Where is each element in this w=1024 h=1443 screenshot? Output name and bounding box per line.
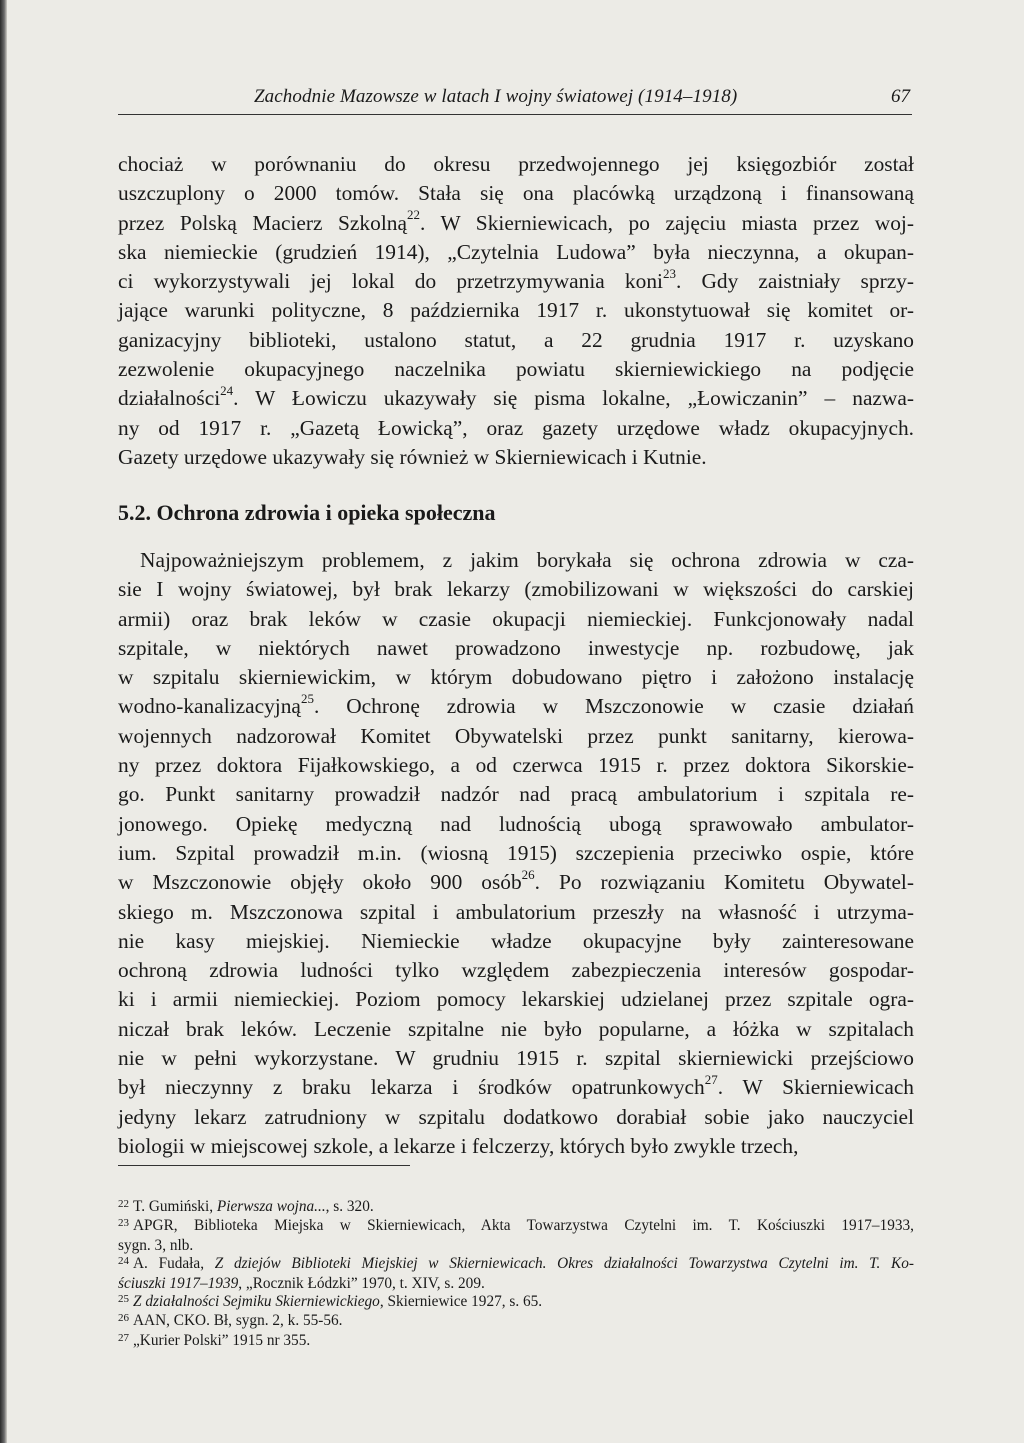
footnote-number: 22 — [118, 1198, 129, 1210]
text-line: skiego m. Mszczonowa szpital i ambulatorium przeszły na własność i utrzyma- — [118, 899, 914, 924]
text-line: niczał brak leków. Leczenie szpitalne nie było popularne, a łóżka w szpitalach — [118, 1016, 914, 1041]
paragraph-health — [118, 546, 914, 1161]
text-line: ganizacyjny biblioteki, ustalono statut, a 22 grudnia 1917 r. uzyskano — [118, 327, 914, 352]
footnote-number: 27 — [118, 1331, 129, 1344]
text-line: ny przez doktora Fijałkowskiego, a od czerwca 1915 r. przez doktora Sikorskie- — [118, 753, 914, 778]
footnote-25: $^{25}$ Z działalności Sejmiku Skierniewickiego, Skierniewice 1927, s. 65. — [118, 1293, 543, 1311]
text-line: ochroną zdrowia ludności tylko względem zabezpieczenia interesów gospodar- — [118, 958, 914, 983]
footnote-24: $^{24}$ A. Fudała, Z dziejów Biblioteki Miejskiej w Skierniewicach. Okres działalności Towarzystwa Czytelni im. T. Ko- ściuszki 1917–1939, „Rocznik Łódzki” 1970, t. XIV, s. 209. — [118, 1255, 914, 1292]
text-line: Najpoważniejszym problemem, z jakim borykała się ochrona zdrowia w cza- — [140, 548, 914, 572]
text-line: jające warunki polityczne, 8 października 1917 r. ukonstytuował się komitet or- — [118, 298, 914, 323]
section-heading: 5.2. Ochrona zdrowia i opieka społeczna — [118, 500, 496, 525]
footnote-number: 23 — [118, 1217, 129, 1230]
page-number: 67 — [891, 86, 910, 107]
text-line: nie kasy miejskiej. Niemieckie władze okupacyjne były zainteresowane — [118, 928, 914, 953]
text-line: ium. Szpital prowadził m.in. (wiosną 1915) szczepienia przeciwko ospie, które — [118, 840, 914, 865]
running-header — [118, 84, 912, 115]
text-line: ci wykorzystywali jej lokal do przetrzymywania koni$^{23}$. Gdy zaistniały sprzy- — [118, 266, 915, 294]
footnote-number: 24 — [118, 1255, 129, 1268]
footnote-ref[interactable]: 23 — [662, 266, 676, 282]
page-edge-shadow — [0, 0, 7, 1443]
footnote-26: $^{26}$ AAN, CKO. Bł, sygn. 2, k. 55-56. — [118, 1312, 343, 1330]
text-line: uszczuplony o 2000 tomów. Stała się ona placówką urządzoną i finansowaną — [118, 181, 914, 206]
text-line: jonowego. Opiekę medyczną nad ludnością ubogą sprawowało ambulator- — [118, 811, 914, 836]
running-title: Zachodnie Mazowsze w latach I wojny światowej (1914–1918) — [254, 86, 738, 107]
footnotes — [118, 1198, 914, 1351]
footnote-ref[interactable]: 26 — [521, 867, 535, 883]
text-line: działalności$^{24}$. W Łowiczu ukazywały się pisma lokalne, „Łowiczanin” – nazwa- — [118, 383, 914, 411]
footnote-22: $^{22}$ T. Gumiński, Pierwsza wojna..., s. 320. — [118, 1198, 374, 1215]
text-line: nie w pełni wykorzystane. W grudniu 1915 r. szpital skierniewicki przejściowo — [118, 1046, 914, 1071]
text-line: ny od 1917 r. „Gazetą Łowicką”, oraz gazety urzędowe władz okupacyjnych. — [118, 415, 914, 440]
text-line: ska niemieckie (grudzień 1914), „Czytelnia Ludowa” była nieczynna, a okupan- — [118, 239, 914, 264]
footnote-number: 26 — [118, 1312, 129, 1325]
text-line: szpitale, w niektórych nawet prowadzono inwestycje np. rozbudowę, jak — [118, 635, 914, 660]
footnote-separator — [118, 1165, 410, 1166]
footnote-number: 25 — [118, 1293, 129, 1306]
footnote-23: $^{23}$ APGR, Biblioteka Miejska w Skierniewicach, Akta Towarzystwa Czytelni im. T. Kościuszki 1917–1933, sygn. 3, nlb. — [118, 1217, 914, 1254]
text-line: wodno-kanalizacyjną$^{25}$. Ochronę zdrowia w Mszczonowie w czasie działań — [118, 691, 914, 719]
footnote-ref[interactable]: 25 — [300, 691, 314, 707]
text-line: w Mszczonowie objęły około 900 osób$^{26}$. Po rozwiązaniu Komitetu Obywatel- — [118, 867, 915, 895]
text-line: sie I wojny światowej, był brak lekarzy (zmobilizowani w większości do carskiej — [118, 577, 914, 602]
text-line: Gazety urzędowe ukazywały się również w Skierniewicach i Kutnie. — [118, 444, 707, 469]
text-line: armii) oraz brak leków w czasie okupacji niemieckiej. Funkcjonowały nadal — [118, 606, 914, 631]
text-line: jedyny lekarz zatrudniony w szpitalu dodatkowo dorabiał sobie jako nauczyciel — [118, 1104, 914, 1129]
text-line: go. Punkt sanitarny prowadził nadzór nad pracą ambulatorium i szpitala re- — [118, 782, 914, 807]
text-line: zezwolenie okupacyjnego naczelnika powiatu skierniewickiego na podjęcie — [118, 357, 914, 382]
text-line: w szpitalu skierniewickim, w którym dobudowano piętro i założono instalację — [118, 665, 914, 690]
footnote-ref[interactable]: 27 — [704, 1072, 718, 1088]
text-line: chociaż w porównaniu do okresu przedwojennego jej księgozbiór został — [118, 152, 914, 176]
text-line: był nieczynny z braku lekarza i środków opatrunkowych$^{27}$. W Skierniewicach — [118, 1072, 915, 1100]
footnote-27: $^{27}$ „Kurier Polski” 1915 nr 355. — [118, 1331, 311, 1349]
text-line: wojennych nadzorował Komitet Obywatelski przez punkt sanitarny, kierowa- — [118, 723, 914, 748]
paragraph-library — [118, 150, 914, 472]
text-line: przez Polską Macierz Szkolną$^{22}$. W Skierniewicach, po zajęciu miasta przez woj- — [118, 207, 914, 235]
footnote-ref[interactable]: 22 — [406, 207, 420, 223]
footnote-ref[interactable]: 24 — [220, 383, 234, 399]
text-line: biologii w miejscowej szkole, a lekarze i felczerzy, których było zwykle trzech, — [118, 1133, 799, 1158]
text-line: ki i armii niemieckiej. Poziom pomocy lekarskiej udzielanej przez szpitale ogra- — [118, 987, 914, 1012]
